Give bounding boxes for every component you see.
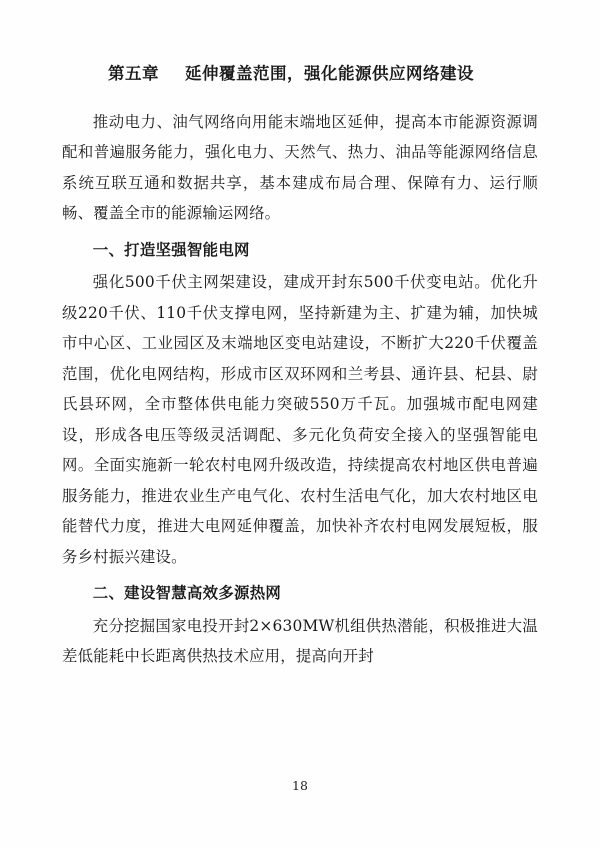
section-paragraph-2: 充分挖掘国家电投开封2×630MW机组供热潜能，积极推进大温差低能耗中长距离供热技术应用，提高向开封 (62, 616, 538, 666)
intro-paragraph: 推动电力、油气网络向用能末端地区延伸，提高本市能源资源调配和普遍服务能力，强化电力、天然气、热力、油品等能源网络信息系统互联互通和数据共享，基本建成布局合理、保障有力、运行顺畅、覆盖全市的能源输运网络。 (62, 112, 538, 223)
chapter-title (62, 62, 538, 87)
chapter-number: 第五章 (108, 64, 159, 83)
chapter-title-text: 延伸覆盖范围，强化能源供应网络建设 (185, 64, 474, 83)
section-paragraph-1: 强化500千伏主网架建设，建成开封东500千伏变电站。优化升级220千伏、110千伏支撑电网，坚持新建为主、扩建为辅，加快城市中心区、工业园区及末端地区变电站建设，不断扩大220千伏覆盖范围，优化电网结构，形成市区双环网和兰考县、通许县、杞县、尉氏县环网，全市整体供电能力突破550万千瓦。加强城市配电网建设，形成各电压等级灵活调配、多元化负荷安全接入的坚强智能电网。全面实施新一轮农村电网升级改造，持续提高农村地区供电普遍服务能力，推进农业生产电气化、农村生活电气化，加大农村地区电能替代力度，推进大电网延伸覆盖，加快补齐农村电网发展短板，服务乡村振兴建设。 (62, 273, 538, 566)
section-heading-2: 二、建设智慧高效多源热网 (92, 584, 282, 603)
page-number: 18 (292, 778, 308, 793)
section-heading-1: 一、打造坚强智能电网 (92, 240, 250, 259)
